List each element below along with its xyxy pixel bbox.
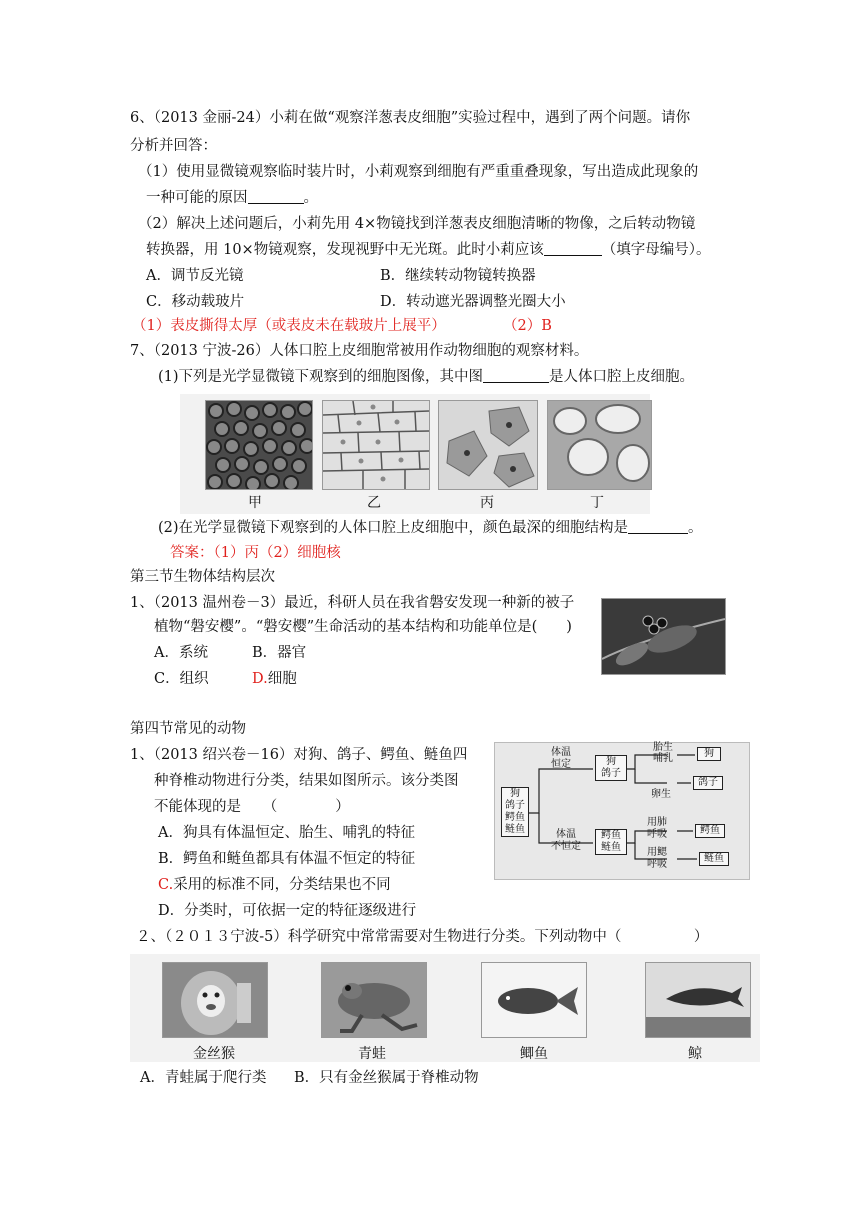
diagram-gill-label bbox=[647, 847, 667, 871]
diagram-gill-2: 呼吸 bbox=[647, 859, 667, 870]
diagram-dog: 狗 bbox=[697, 747, 721, 761]
diagram-root-4: 鲢鱼 bbox=[505, 824, 525, 835]
answer-blank bbox=[628, 519, 688, 534]
s3-option-d-text: 细胞 bbox=[267, 671, 297, 687]
q7-part1 bbox=[158, 367, 694, 387]
caption-jia: 甲 bbox=[248, 495, 262, 511]
q7-part1-text: (1)下列是光学显微镜下观察到的细胞图像，其中图 bbox=[158, 369, 484, 385]
diagram-gill-1: 用鳃 bbox=[647, 847, 667, 858]
s4-q2-option-b: B．只有金丝猴属于脊椎动物 bbox=[294, 1070, 479, 1086]
q6-option-b: B．继续转动物镜转换器 bbox=[380, 268, 536, 284]
diagram-lung-1: 用肺 bbox=[647, 817, 667, 828]
s3-option-d bbox=[252, 669, 297, 689]
q7-part2-end: 。 bbox=[688, 520, 703, 536]
s3-option-c: C．组织 bbox=[154, 671, 209, 687]
plant-photo bbox=[601, 598, 726, 675]
cell-image-bing bbox=[438, 400, 538, 490]
diagram-vivi-label bbox=[653, 742, 673, 764]
diagram-warm-group-1: 狗 bbox=[606, 756, 616, 767]
s4-q2-line1: ２、（２０１３宁波-5）科学研究中常常需要对生物进行分类。下列动物中（ ） bbox=[136, 929, 709, 945]
diagram-root-3: 鳄鱼 bbox=[505, 812, 525, 823]
animal-label-frog: 青蛙 bbox=[358, 1046, 386, 1062]
q6-option-a: A．调节反光镜 bbox=[146, 268, 244, 284]
diagram-warm-group-2: 鸽子 bbox=[601, 768, 621, 779]
q7-line1: 7、（2013 宁波-26）人体口腔上皮细胞常被用作动物细胞的观察材料。 bbox=[130, 343, 589, 359]
s3-q1-line2: 植物“磐安樱”。“磐安樱”生命活动的基本结构和功能单位是( ) bbox=[154, 619, 572, 635]
animal-label-whale: 鲸 bbox=[688, 1046, 702, 1062]
s4-q1-line1: 1、（2013 绍兴卷－16）对狗、鸽子、鳄鱼、鲢鱼四 bbox=[130, 747, 468, 763]
q7-part2-text: (2)在光学显微镜下观察到的人体口腔上皮细胞中，颜色最深的细胞结构是 bbox=[158, 520, 629, 536]
whale-photo bbox=[645, 962, 751, 1038]
diagram-cold-1: 体温 bbox=[556, 829, 576, 840]
s4-q2-option-a: A．青蛙属于爬行类 bbox=[140, 1070, 267, 1086]
s4-option-b: B．鳄鱼和鲢鱼都具有体温不恒定的特征 bbox=[158, 851, 416, 867]
s3-option-d-letter: D. bbox=[252, 671, 268, 687]
animal-label-monkey: 金丝猴 bbox=[193, 1046, 235, 1062]
s4-option-c-text: 采用的标准不同，分类结果也不同 bbox=[173, 877, 391, 893]
classification-diagram bbox=[494, 742, 750, 880]
fish-photo bbox=[481, 962, 587, 1038]
s3-option-b: B．器官 bbox=[252, 645, 307, 661]
diagram-pigeon: 鸽子 bbox=[693, 776, 723, 790]
diagram-cold-label bbox=[551, 829, 581, 853]
q6-line1: 6、（2013 金丽-24）小莉在做“观察洋葱表皮细胞”实验过程中，遇到了两个问题。请你 bbox=[130, 110, 691, 126]
q6-part2-line1: （2）解决上述问题后，小莉先用 4×物镜找到洋葱表皮细胞清晰的物像，之后转动物镜 bbox=[138, 216, 696, 232]
diagram-cold-group-2: 鲢鱼 bbox=[601, 842, 621, 853]
q6-part2-line2 bbox=[146, 240, 710, 260]
answer-blank bbox=[483, 368, 549, 383]
q6-option-c: C．移动载玻片 bbox=[146, 294, 245, 310]
diagram-root-1: 狗 bbox=[510, 788, 520, 799]
frog-photo bbox=[321, 962, 427, 1038]
diagram-lung-label bbox=[647, 817, 667, 841]
diagram-warm-2: 恒定 bbox=[551, 759, 571, 770]
s4-option-a: A．狗具有体温恒定、胎生、哺乳的特征 bbox=[158, 825, 415, 841]
caption-bing: 丙 bbox=[480, 495, 494, 511]
monkey-photo bbox=[162, 962, 268, 1038]
diagram-cold-2: 不恒定 bbox=[551, 841, 581, 852]
q6-part2-text: 转换器，用 10×物镜观察，发现视野中无光斑。此时小莉应该 bbox=[146, 242, 544, 258]
diagram-root-box bbox=[501, 787, 529, 837]
q6-part2-end: （填字母编号）。 bbox=[601, 242, 711, 258]
s3-q1-line1: 1、（2013 温州卷－3）最近，科研人员在我省磐安发现一种新的被子 bbox=[130, 595, 575, 611]
s4-option-c bbox=[158, 875, 391, 895]
q6-option-d: D．转动遮光器调整光圈大小 bbox=[380, 294, 566, 310]
s4-option-c-letter: C. bbox=[158, 877, 174, 893]
section4-title: 第四节常见的动物 bbox=[130, 721, 246, 737]
q6-line2: 分析并回答： bbox=[130, 138, 217, 154]
s4-q1-line3: 不能体现的是 （ ） bbox=[154, 799, 350, 815]
q7-part2 bbox=[158, 518, 703, 538]
caption-yi: 乙 bbox=[367, 495, 381, 511]
answer-blank bbox=[544, 241, 602, 256]
diagram-vivi-1: 胎生 bbox=[653, 742, 673, 753]
s4-q1-line2: 种脊椎动物进行分类，结果如图所示。该分类图 bbox=[154, 773, 459, 789]
q6-part1-line1: （1）使用显微镜观察临时装片时，小莉观察到细胞有严重重叠现象，写出造成此现象的 bbox=[138, 164, 699, 180]
cell-image-jia bbox=[205, 400, 313, 490]
diagram-warm-label bbox=[551, 747, 571, 771]
diagram-croc: 鳄鱼 bbox=[695, 824, 725, 838]
cell-image-ding bbox=[547, 400, 652, 490]
diagram-cold-group bbox=[595, 829, 627, 855]
s4-option-d: D．分类时，可依据一定的特征逐级进行 bbox=[158, 903, 417, 919]
q6-part1-text: 一种可能的原因 bbox=[146, 190, 248, 206]
diagram-ovi-label: 卵生 bbox=[651, 789, 671, 800]
q6-part1-end: 。 bbox=[303, 190, 318, 206]
s3-option-a: A．系统 bbox=[154, 645, 208, 661]
q6-part1-line2 bbox=[146, 188, 318, 208]
diagram-warm-1: 体温 bbox=[551, 747, 571, 758]
q6-answer-2: （2）B bbox=[503, 318, 552, 334]
caption-ding: 丁 bbox=[590, 495, 604, 511]
q7-part1-end: 是人体口腔上皮细胞。 bbox=[549, 369, 695, 385]
q6-answer-1: （1）表皮撕得太厚（或表皮未在载玻片上展平） bbox=[132, 318, 446, 334]
diagram-carp: 鲢鱼 bbox=[699, 852, 729, 866]
q7-answer: 答案：（1）丙（2）细胞核 bbox=[170, 545, 341, 561]
answer-blank bbox=[248, 189, 304, 204]
diagram-root-2: 鸽子 bbox=[505, 800, 525, 811]
animal-label-fish: 鲫鱼 bbox=[520, 1046, 548, 1062]
cell-image-yi bbox=[322, 400, 430, 490]
diagram-warm-group bbox=[595, 755, 627, 781]
diagram-lung-2: 呼吸 bbox=[647, 829, 667, 840]
section3-title: 第三节生物体结构层次 bbox=[130, 569, 275, 585]
diagram-vivi-2: 哺乳 bbox=[653, 753, 673, 764]
diagram-cold-group-1: 鳄鱼 bbox=[601, 830, 621, 841]
